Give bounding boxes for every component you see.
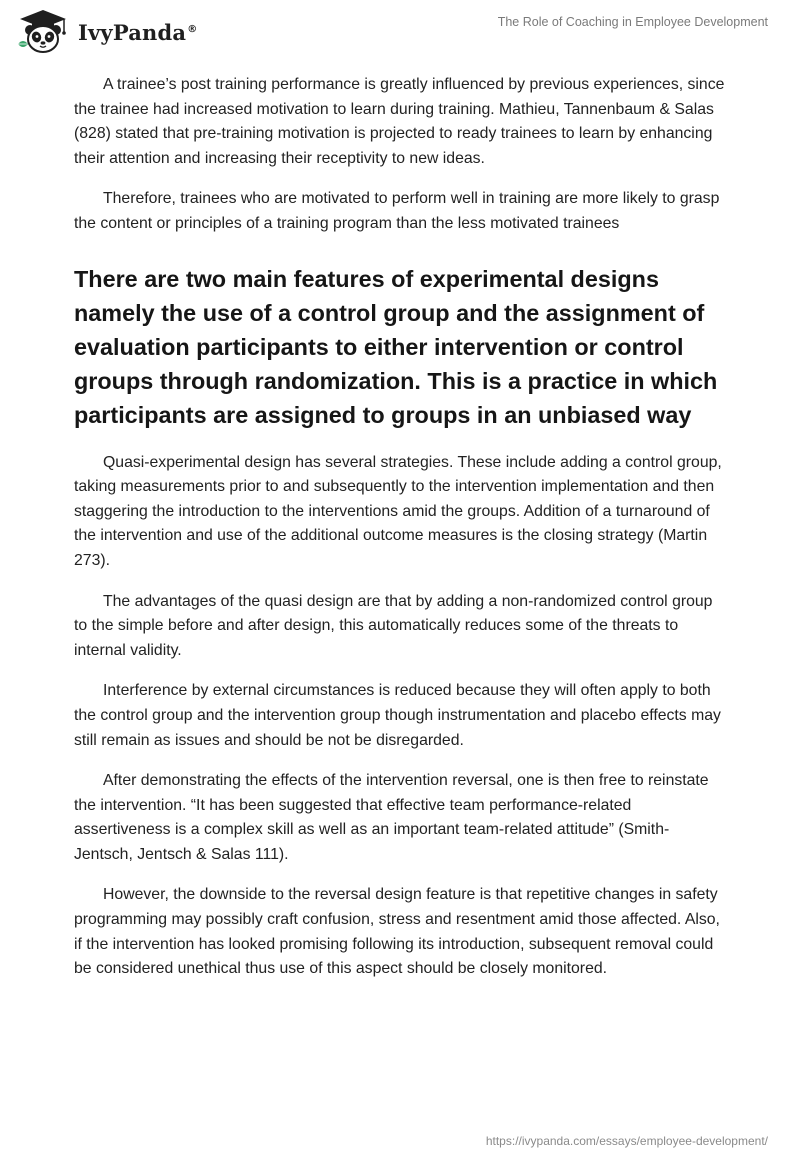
- document-title: The Role of Coaching in Employee Development: [497, 15, 768, 29]
- paragraph: Quasi-experimental design has several strategies. These include adding a control group, taking measurements prior to and subsequently to the intervention implementation and then staggering the introduction to the interventions amid the groups. Addition of a turnaround of the intervention and use of the additional outcome measures is the closing strategy (Martin 273).: [74, 453, 722, 569]
- logo-name: IvyPanda: [78, 19, 187, 45]
- paragraph: The advantages of the quasi design are that by adding a non-randomized control group to the simple before and after design, this automatically reduces some of the threats to internal validity.: [74, 592, 713, 659]
- paragraph: However, the downside to the reversal design feature is that repetitive changes in safety programming may possibly craft confusion, stress and resentment amid those affected. Also, if the intervention has looked promising following its introduction, subsequent removal could be considered unethical thus use of this aspect should be closely monitored.: [74, 886, 720, 978]
- registered-mark: ®: [187, 23, 198, 35]
- section-heading: There are two main features of experimental designs namely the use of a control group and the assignment of evaluation participants to either intervention or control groups through randomization. This is a practice in which participants are assigned to groups in an unbiased way: [74, 265, 718, 429]
- essay-content: [74, 73, 726, 998]
- paragraph: After demonstrating the effects of the intervention reversal, one is then free to reinstate the intervention. “It has been suggested that effective team performance-related assertiveness is a complex skill as well as an important team-related attitude” (Smith-Jentsch, Jentsch & Salas 111).: [74, 772, 709, 863]
- page-header: [0, 0, 800, 64]
- source-url-link[interactable]: https://ivypanda.com/essays/employee-development/: [485, 1134, 768, 1148]
- panda-graduate-icon: [14, 8, 72, 56]
- ivypanda-logo[interactable]: [14, 8, 197, 56]
- paragraph: Therefore, trainees who are motivated to perform well in training are more likely to grasp the content or principles of a training program than the less motivated trainees: [74, 190, 720, 232]
- logo-wordmark: [78, 20, 197, 45]
- paragraph: A trainee’s post training performance is greatly influenced by previous experiences, since the trainee had increased motivation to learn during training. Mathieu, Tannenbaum & Salas (828) stated that pre-training motivation is projected to ready trainees to learn by enhancing their attention and increasing their receptivity to new ideas.: [74, 76, 725, 167]
- paragraph: Interference by external circumstances is reduced because they will often apply to both the control group and the intervention group though instrumentation and placebo effects may still remain as issues and should be not be disregarded.: [74, 682, 721, 749]
